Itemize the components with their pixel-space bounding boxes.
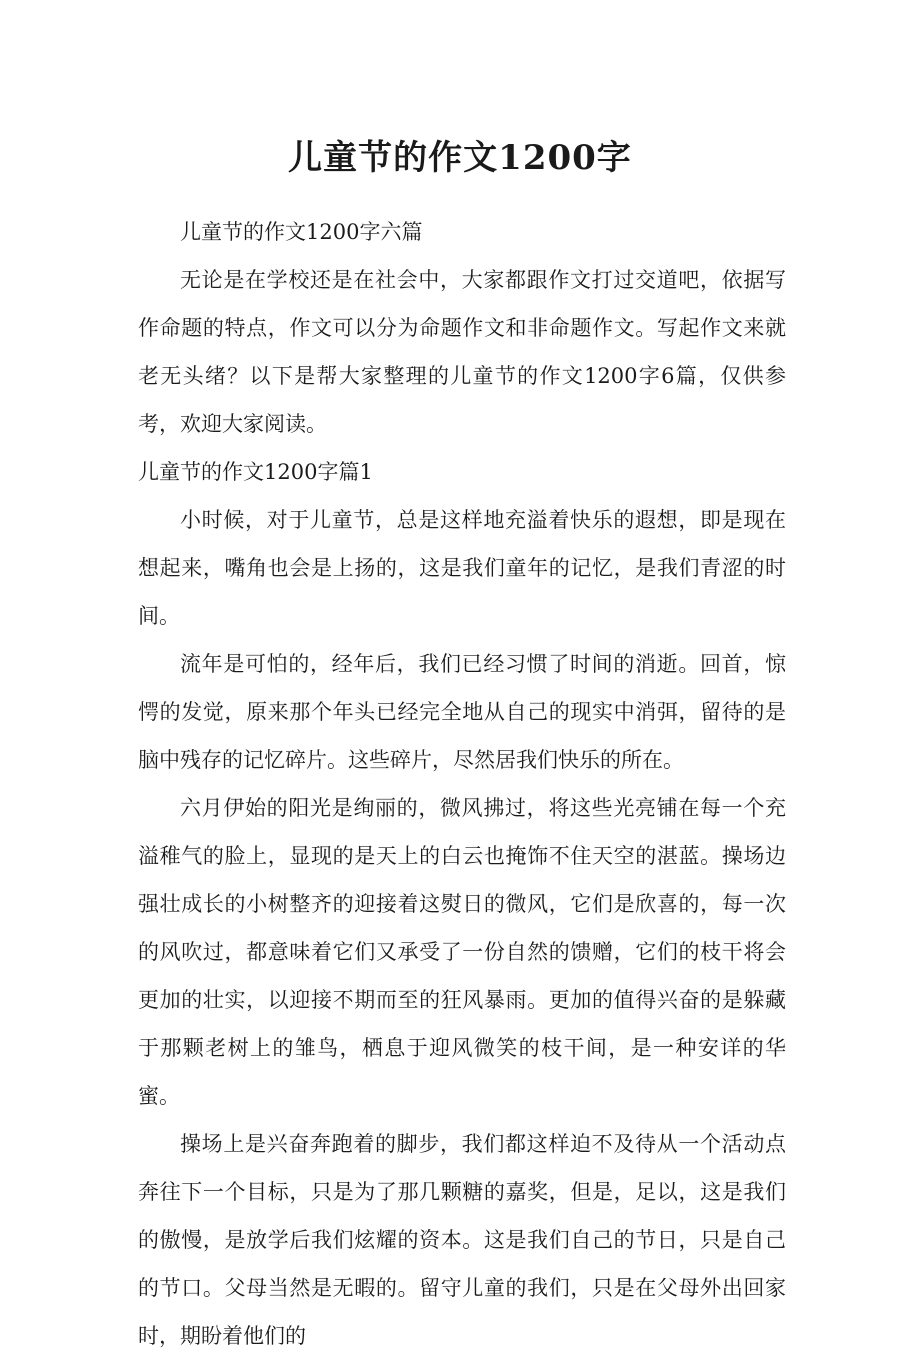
subtitle: 儿童节的作文1200字六篇 [180,220,423,244]
intro-paragraph: 无论是在学校还是在社会中，大家都跟作文打过交道吧，依据写作命题的特点，作文可以分为命题作文和非命题作文。写起作文来就老无头绪？以下是帮大家整理的儿童节的作文1200字6篇，仅供参考，欢迎大家阅读。 [138,268,786,436]
paragraph-1: 小时候，对于儿童节，总是这样地充溢着快乐的遐想，即是现在想起来，嘴角也会是上扬的，这是我们童年的记忆，是我们青涩的时间。 [138,508,786,628]
document-title: 儿童节的作文1200字 [288,138,632,178]
section-heading: 儿童节的作文1200字篇1 [138,460,373,484]
paragraph-3: 六月伊始的阳光是绚丽的，微风拂过，将这些光亮铺在每一个充溢稚气的脸上，显现的是天上的白云也掩饰不住天空的湛蓝。操场边强壮成长的小树整齐的迎接着这熨日的微风，它们是欣喜的，每一次的风吹过，都意味着它们又承受了一份自然的馈赠，它们的枝干将会更加的壮实，以迎接不期而至的狂风暴雨。更加的值得兴奋的是躲藏于那颗老树上的雏鸟，栖息于迎风微笑的枝干间，是一种安详的华蜜。 [138,796,786,1108]
paragraph-4: 操场上是兴奋奔跑着的脚步，我们都这样迫不及待从一个活动点奔往下一个目标，只是为了那几颗糖的嘉奖，但是，足以，这是我们的傲慢，是放学后我们炫耀的资本。这是我们自己的节日，只是自己的节口。父母当然是无暇的。留守儿童的我们，只是在父母外出回家时，期盼着他们的 [138,1132,786,1348]
paragraph-2: 流年是可怕的，经年后，我们已经习惯了时间的消逝。回首，惊愕的发觉，原来那个年头已经完全地从自己的现实中消弭，留待的是脑中残存的记忆碎片。这些碎片，尽然居我们快乐的所在。 [138,652,786,772]
document-body [138,208,786,1360]
